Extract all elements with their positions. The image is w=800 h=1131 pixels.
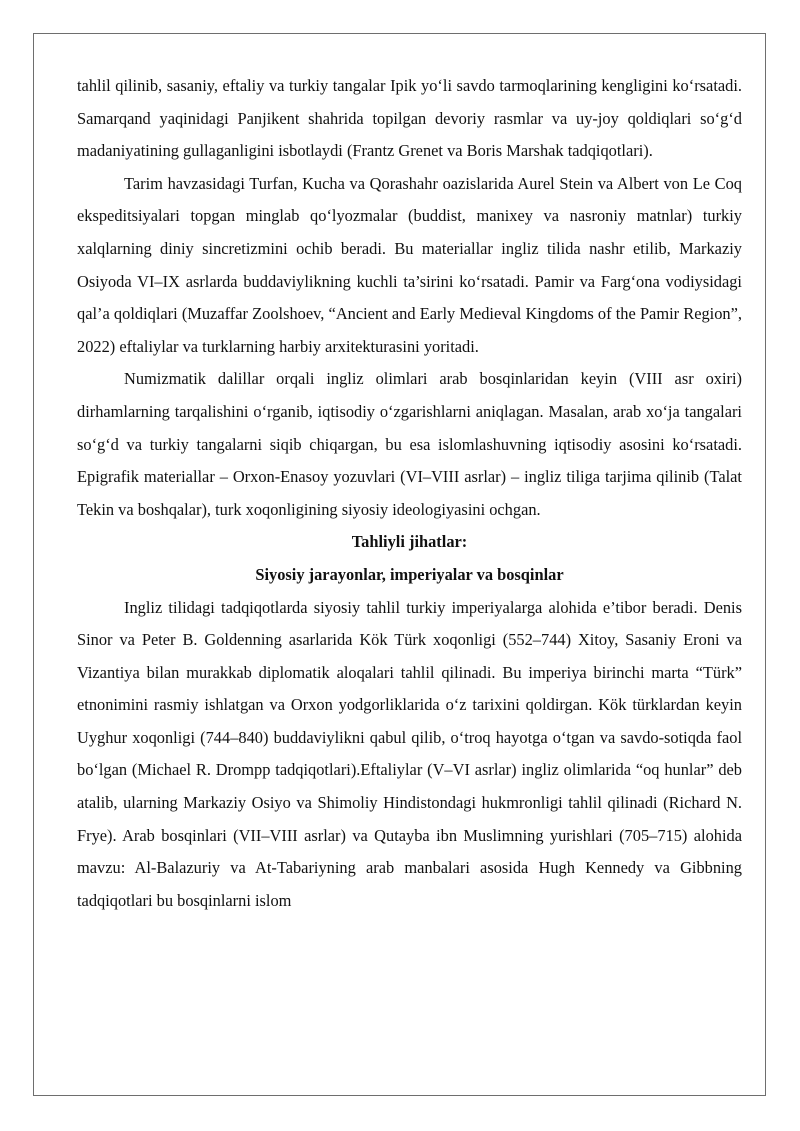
paragraph-continuation: tahlil qilinib, sasaniy, eftaliy va turkiy tangalar Ipik yo‘li savdo tarmoqlarining kengligini ko‘rsatadi. Samarqand yaqinidagi Panjikent shahrida topilgan devoriy rasmlar va uy-joy qoldiqlari so‘g‘d madaniyatining gullaganligini isbotlaydi (Frantz Grenet va Boris Marshak tadqiqotlari).: [77, 76, 742, 161]
paragraph-tarim-basin: Tarim havzasidagi Turfan, Kucha va Qorashahr oazislarida Aurel Stein va Albert von Le Coq ekspeditsiyalari topgan minglab qo‘lyozmalar (buddist, manixey va nasroniy matnlar) turkiy xalqlarning diniy sincretizmini ochib beradi. Bu materiallar ingliz tilida nashr etilib, Markaziy Osiyoda VI–IX asrlarda buddaviylikning kuchli ta’sirini ko‘rsatadi. Pamir va Farg‘ona vodiysidagi qal’a qoldiqlari (Muzaffar Zoolshoev, “Ancient and Early Medieval Kingdoms of the Pamir Region”, 2022) eftaliylar va turklarning harbiy arxitekturasini yoritadi.: [77, 173, 742, 356]
section-subheading: Siyosiy jarayonlar, imperiyalar va bosqinlar: [255, 564, 564, 584]
paragraph-political-analysis: Ingliz tilidagi tadqiqotlarda siyosiy tahlil turkiy imperiyalarga alohida e’tibor beradi. Denis Sinor va Peter B. Goldenning asarlarida Kök Türk xoqonligi (552–744) Xitoy, Sasaniy Eroni va Vizantiya bilan murakkab diplomatik aloqalari tahlil qilinadi. Bu imperiya birinchi marta “Türk” etnonimini rasmiy ishlatgan va Orxon yodgorliklarida o‘z tarixini qoldirgan. Kök türklardan keyin Uyghur xoqonligi (744–840) buddaviylikni qabul qilib, o‘troq hayotga o‘tgan va savdo-sotiqda faol bo‘lgan (Michael R. Drompp tadqiqotlari).Eftaliylar (V–VI asrlar) ingliz olimlarida “oq hunlar” deb atalib, ularning Markaziy Osiyo va Shimoliy Hindistondagi hukmronligi tahlil qilinadi (Richard N. Frye). Arab bosqinlari (VII–VIII asrlar) va Qutayba ibn Muslimning yurishlari (705–715) alohida mavzu: Al-Balazuriy va At-Tabariyning arab manbalari asosida Hugh Kennedy va Gibbning tadqiqotlari bu bosqinlarni islom: [77, 597, 742, 910]
document-body: [77, 70, 742, 917]
section-heading: Tahliyli jihatlar:: [351, 532, 468, 552]
paragraph-numismatics: Numizmatik dalillar orqali ingliz olimlari arab bosqinlaridan keyin (VIII asr oxiri) dirhamlarning tarqalishini o‘rganib, iqtisodiy o‘zgarishlarni aniqlagan. Masalan, arab xo‘ja tangalari so‘g‘d va turkiy tangalarni siqib chiqargan, bu esa islomlashuvning iqtisodiy asosini ko‘rsatadi. Epigrafik materiallar – Orxon-Enasoy yozuvlari (VI–VIII asrlar) – ingliz tiliga tarjima qilinib (Talat Tekin va boshqalar), turk xoqonligining siyosiy ideologiyasini ochgan.: [77, 369, 742, 519]
